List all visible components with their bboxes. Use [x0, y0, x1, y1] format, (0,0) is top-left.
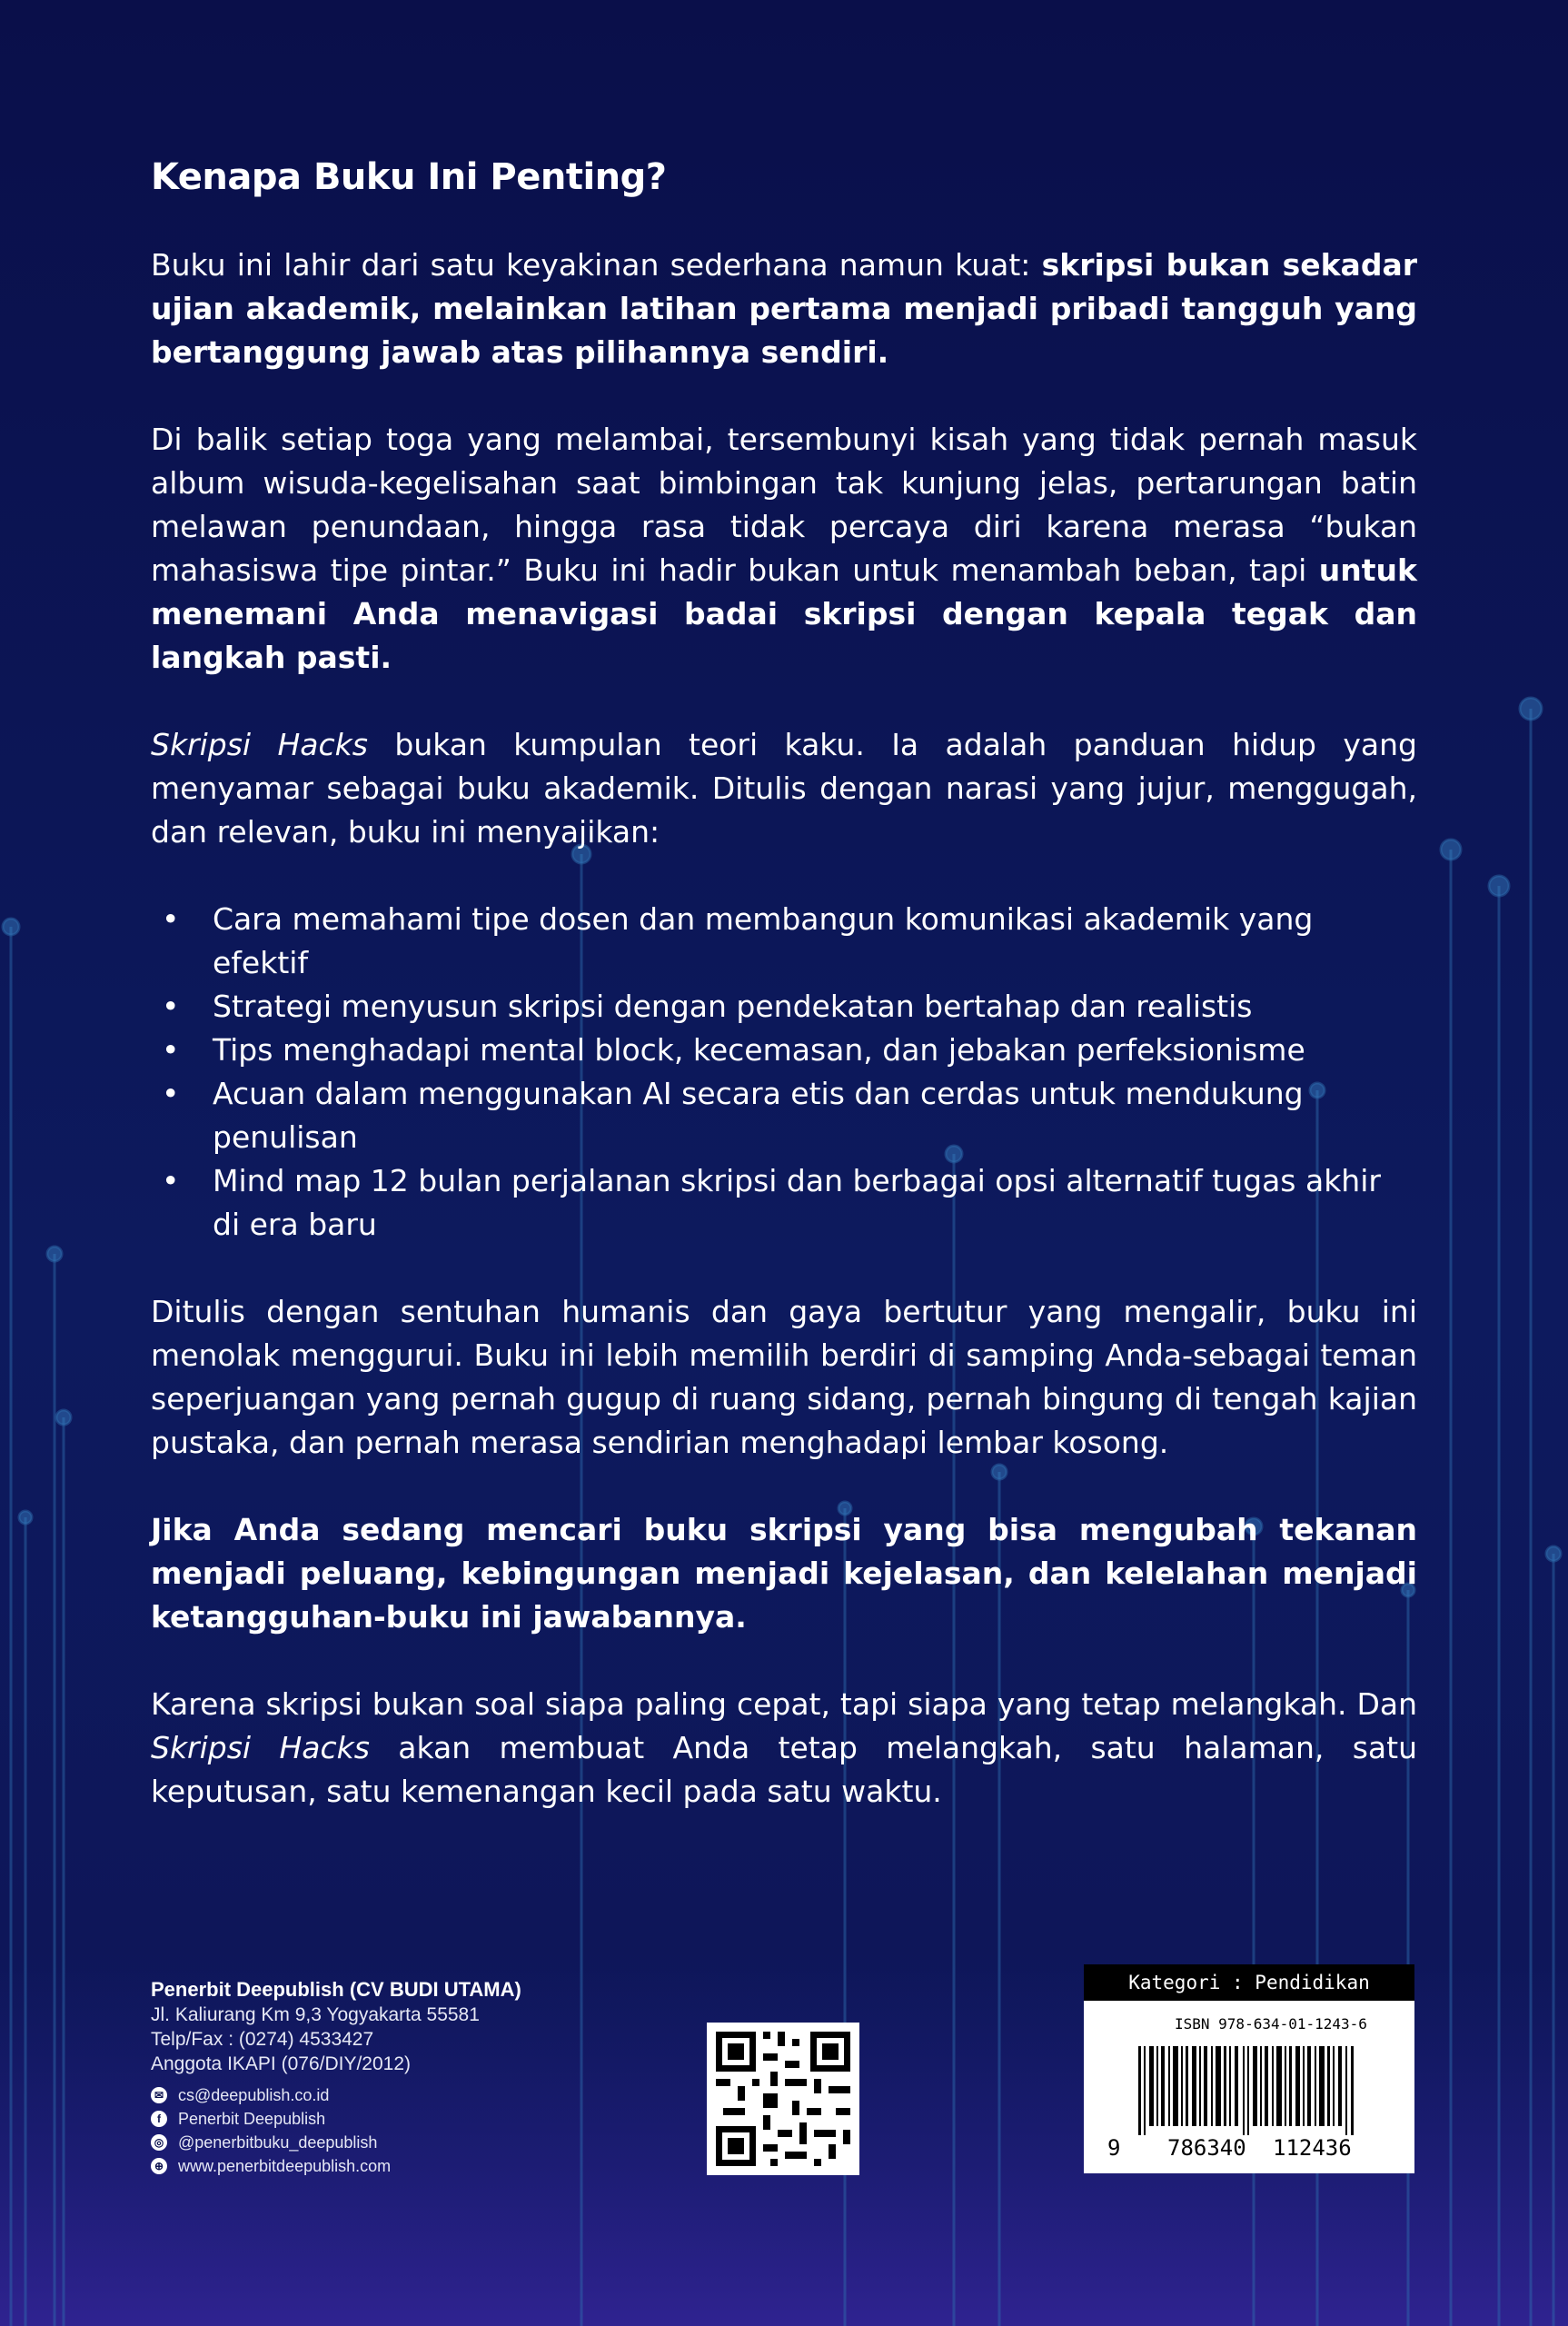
email-icon: ✉: [151, 2087, 167, 2103]
paragraph-4: Ditulis dengan sentuhan humanis dan gaya bertutur yang mengalir, buku ini menolak menggurui. Buku ini lebih memilih berdiri di samping Anda-sebagai teman seperjuangan yang pernah gugup di ruang sidang, pernah bingung di tengah kajian pustaka, dan pernah merasa sendirian menghadapi lembar kosong.: [151, 1294, 1417, 1460]
qr-code[interactable]: [707, 2023, 859, 2175]
facebook-icon: f: [151, 2111, 167, 2127]
publisher-member: Anggota IKAPI (076/DIY/2012): [151, 2053, 412, 2074]
publisher-address: Jl. Kaliurang Km 9,3 Yogyakarta 55581: [151, 2004, 480, 2025]
paragraph-5: Jika Anda sedang mencari buku skripsi yang bisa mengubah tekanan menjadi peluang, kebingungan menjadi kejelasan, dan kelelahan menjadi ketangguhan-buku ini jawabannya.: [151, 1512, 1417, 1635]
barcode-icon: [1084, 2001, 1414, 2137]
barcode-num-2: 786340: [1167, 2135, 1246, 2161]
list-item: • Acuan dalam menggunakan AI secara etis dan cerdas untuk mendukung penulisan: [151, 1072, 1417, 1159]
contact-website[interactable]: ⊕ www.penerbitdeepublish.com: [151, 2154, 696, 2178]
barcode-num-3: 112436: [1273, 2135, 1352, 2161]
paragraph-3: Skripsi Hacks bukan kumpulan teori kaku. Ia adalah panduan hidup yang menyamar sebagai buku akademik. Ditulis dengan narasi yang jujur, menggugah, dan relevan, buku ini menyajikan:: [151, 727, 1417, 850]
publisher-phone: Telp/Fax : (0274) 4533427: [151, 2029, 374, 2050]
instagram-icon: ◎: [151, 2134, 167, 2151]
main-text: [151, 156, 1417, 1857]
qr-code-icon: [707, 2023, 859, 2175]
globe-icon: ⊕: [151, 2158, 167, 2174]
list-item: • Strategi menyusun skripsi dengan pendekatan bertahap dan realistis: [151, 985, 1417, 1029]
category-label: Kategori : Pendidikan: [1084, 1964, 1414, 2001]
list-item: • Tips menghadapi mental block, kecemasan, dan jebakan perfeksionisme: [151, 1029, 1417, 1072]
barcode-numbers: [1084, 2135, 1414, 2164]
page-title: Kenapa Buku Ini Penting?: [151, 156, 667, 198]
paragraph-6: Karena skripsi bukan soal siapa paling cepat, tapi siapa yang tetap melangkah. Dan Skripsi Hacks akan membuat Anda tetap melangkah, satu halaman, satu keputusan, satu kemenangan kecil pada satu waktu.: [151, 1686, 1418, 1809]
contact-email[interactable]: ✉ cs@deepublish.co.id: [151, 2083, 696, 2107]
paragraph-1: Buku ini lahir dari satu keyakinan sederhana namun kuat: skripsi bukan sekadar ujian akademik, melainkan latihan pertama menjadi pribadi tangguh yang bertanggung jawab atas pilihannya sendiri.: [151, 247, 1417, 370]
paragraph-2: Di balik setiap toga yang melambai, tersembunyi kisah yang tidak pernah masuk album wisuda-kegelisahan saat bimbingan tak kunjung jelas, pertarungan batin melawan penundaan, hingga rasa tidak percaya diri karena merasa “bukan mahasiswa tipe pintar.” Buku ini hadir bukan untuk menambah beban, tapi untuk menemani Anda menavigasi badai skripsi dengan kepala tegak dan langkah pasti.: [151, 422, 1417, 675]
isbn-barcode: [1084, 1964, 1414, 2173]
feature-list: [151, 898, 1417, 1247]
barcode-num-1: 9: [1107, 2135, 1121, 2161]
list-item: • Cara memahami tipe dosen dan membangun komunikasi akademik yang efektif: [151, 898, 1417, 985]
publisher-info: [151, 1977, 696, 2178]
contact-instagram[interactable]: ◎ @penerbitbuku_deepublish: [151, 2131, 696, 2154]
list-item: • Mind map 12 bulan perjalanan skripsi dan berbagai opsi alternatif tugas akhir di era baru: [151, 1159, 1417, 1247]
contact-facebook[interactable]: f Penerbit Deepublish: [151, 2107, 696, 2131]
isbn-text: ISBN 978-634-01-1243-6: [1175, 2015, 1367, 2033]
publisher-name: Penerbit Deepublish (CV BUDI UTAMA): [151, 1978, 521, 2001]
